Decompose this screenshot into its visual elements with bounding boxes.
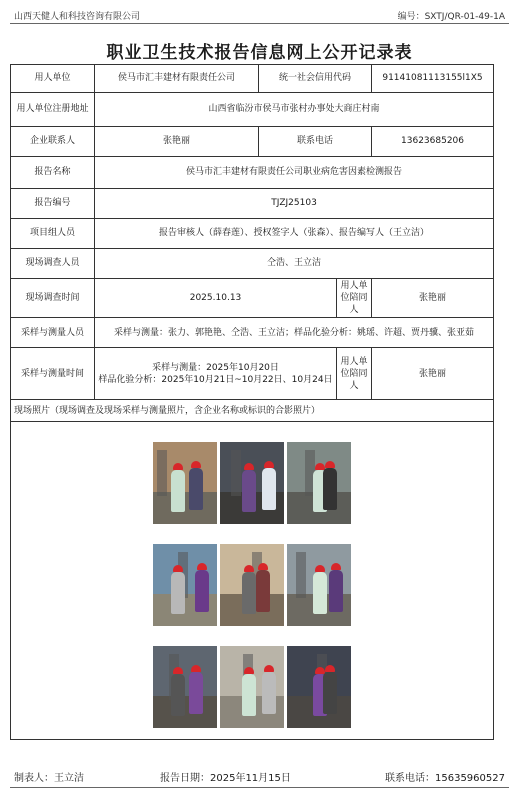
escort2-label: 用人单位陪同人 — [337, 348, 372, 400]
investigators-label: 现场调查人员 — [11, 249, 95, 279]
phone-label: 联系电话 — [259, 127, 372, 157]
worker-figure — [242, 470, 256, 512]
photos-cell — [11, 422, 494, 740]
worker-figure — [262, 468, 276, 510]
footer-divider — [10, 787, 509, 788]
site-photo — [153, 442, 217, 524]
site-photo — [220, 646, 284, 728]
row-survey-time — [11, 279, 494, 318]
row-photos — [11, 422, 494, 740]
photo-background — [153, 646, 217, 695]
samplers-label: 采样与测量人员 — [11, 318, 95, 348]
row-sampling-time — [11, 348, 494, 400]
equipment — [231, 450, 241, 496]
credit-code-label: 统一社会信用代码 — [259, 65, 372, 93]
page-title: 职业卫生技术报告信息网上公开记录表 — [106, 43, 413, 63]
worker-figure — [329, 570, 343, 612]
equipment — [296, 552, 306, 598]
report-name-value: 侯马市汇丰建材有限责任公司职业病危害因素检测报告 — [95, 157, 494, 189]
hard-hat-icon — [244, 667, 254, 674]
hard-hat-icon — [331, 563, 341, 570]
sampling-time-line2: 样品化验分析：2025年10月21日~10月22日、10月24日 — [98, 374, 333, 385]
worker-figure — [323, 468, 337, 510]
hard-hat-icon — [325, 461, 335, 468]
project-members-value: 报告审核人（薛春莲）、授权签字人（张森）、报告编写人（王立洁） — [95, 219, 494, 249]
hard-hat-icon — [244, 565, 254, 572]
employer-value: 侯马市汇丰建材有限责任公司 — [95, 65, 259, 93]
worker-figure — [189, 672, 203, 714]
worker-figure — [242, 572, 256, 614]
page-header — [14, 9, 505, 27]
escort2-value: 张艳丽 — [372, 348, 494, 400]
employer-label: 用人单位 — [11, 65, 95, 93]
address-value: 山西省临汾市侯马市张村办事处大商庄村南 — [95, 93, 494, 127]
hard-hat-icon — [197, 563, 207, 570]
photos-label: 现场照片（现场调查及现场采样与测量照片，含企业名称或标识的合影照片） — [11, 400, 494, 422]
sampling-time-value — [95, 348, 337, 400]
row-address — [11, 93, 494, 127]
hard-hat-icon — [325, 665, 335, 672]
hard-hat-icon — [264, 461, 274, 468]
row-report-name — [11, 157, 494, 189]
hard-hat-icon — [264, 665, 274, 672]
hard-hat-icon — [258, 563, 268, 570]
site-photo — [153, 646, 217, 728]
row-report-number — [11, 189, 494, 219]
photo-floor — [153, 696, 217, 729]
phone-value: 13623685206 — [372, 127, 494, 157]
equipment — [157, 450, 167, 496]
header-divider — [10, 23, 509, 24]
hard-hat-icon — [191, 665, 201, 672]
hard-hat-icon — [315, 565, 325, 572]
escort-label: 用人单位陪同人 — [337, 279, 372, 318]
survey-time-label: 现场调查时间 — [11, 279, 95, 318]
investigators-value: 仝浩、王立洁 — [95, 249, 494, 279]
record-form-table — [10, 64, 494, 740]
row-samplers — [11, 318, 494, 348]
hard-hat-icon — [173, 667, 183, 674]
report-number-value: TJZJ25103 — [95, 189, 494, 219]
company-name: 山西天健人和科技咨询有限公司 — [14, 12, 141, 22]
project-members-label: 项目组人员 — [11, 219, 95, 249]
worker-figure — [313, 572, 327, 614]
credit-code-value: 91141081113155l1X5 — [372, 65, 494, 93]
site-photo — [153, 544, 217, 626]
worker-figure — [171, 470, 185, 512]
report-name-label: 报告名称 — [11, 157, 95, 189]
row-investigators — [11, 249, 494, 279]
contact-phone: 联系电话：15635960527 — [385, 773, 505, 784]
hard-hat-icon — [191, 461, 201, 468]
worker-figure — [242, 674, 256, 716]
worker-figure — [171, 674, 185, 716]
report-number-label: 报告编号 — [11, 189, 95, 219]
maker: 制表人：王立洁 — [14, 773, 84, 784]
hard-hat-icon — [173, 565, 183, 572]
escort-value: 张艳丽 — [372, 279, 494, 318]
photo-floor — [153, 492, 217, 525]
survey-time-value: 2025.10.13 — [95, 279, 337, 318]
report-date: 报告日期：2025年11月15日 — [160, 773, 291, 784]
worker-figure — [171, 572, 185, 614]
row-employer — [11, 65, 494, 93]
site-photo — [287, 646, 351, 728]
contact-label: 企业联系人 — [11, 127, 95, 157]
hard-hat-icon — [173, 463, 183, 470]
page-footer — [14, 769, 505, 785]
worker-figure — [323, 672, 337, 714]
worker-figure — [195, 570, 209, 612]
hard-hat-icon — [244, 463, 254, 470]
site-photo — [287, 442, 351, 524]
address-label: 用人单位注册地址 — [11, 93, 95, 127]
worker-figure — [256, 570, 270, 612]
row-photos-label — [11, 400, 494, 422]
worker-figure — [189, 468, 203, 510]
site-photo — [287, 544, 351, 626]
site-photo — [220, 442, 284, 524]
row-project-members — [11, 219, 494, 249]
sampling-time-label: 采样与测量时间 — [11, 348, 95, 400]
samplers-value: 采样与测量：张力、郭艳艳、仝浩、王立洁；样品化验分析：姚瑶、许超、贾丹骥、张亚茹 — [95, 318, 494, 348]
worker-figure — [262, 672, 276, 714]
contact-value: 张艳丽 — [95, 127, 259, 157]
sampling-time-line1: 采样与测量：2025年10月20日 — [152, 362, 279, 373]
row-contact — [11, 127, 494, 157]
site-photo — [220, 544, 284, 626]
document-number: 编号：SXTJ/QR-01-49-1A — [397, 12, 505, 22]
